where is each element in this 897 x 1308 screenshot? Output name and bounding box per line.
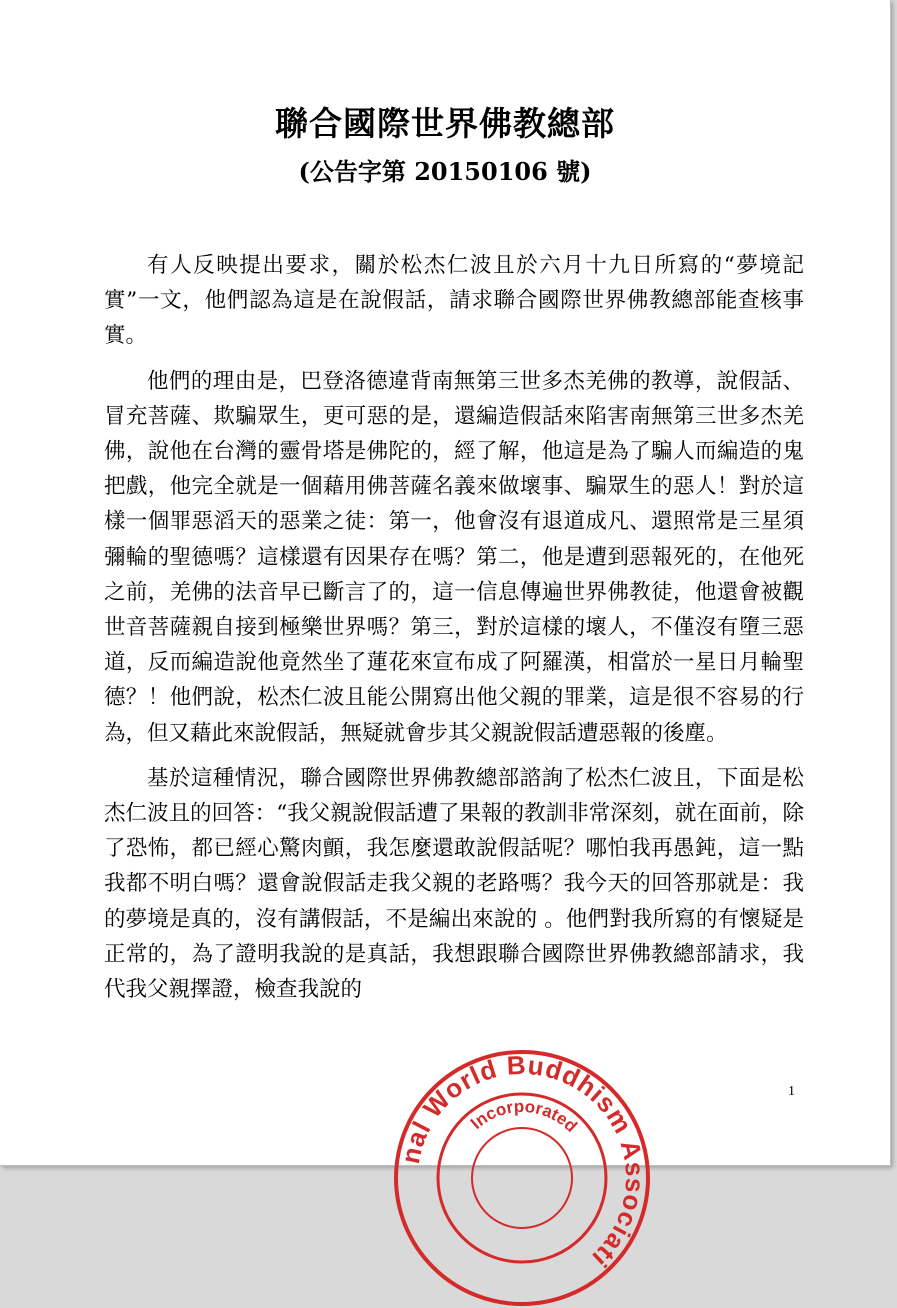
document-title: 聯合國際世界佛教總部 [275,104,615,143]
seal-outer-text: nal World Buddhism Associati [394,1049,651,1275]
seal-inner-text: Incorporated [466,1096,581,1136]
paragraph: 有人反映提出要求，關於松杰仁波且於六月十九日所寫的“夢境記實”一文，他們認為這是在說假話，請求聯合國際世界佛教總部能查核事實。 [104,253,804,349]
document-body [104,248,804,1017]
association-seal [392,1048,652,1308]
announcement-number: (公告字第 20150106 號) [298,157,592,186]
paragraph: 他們的理由是，巴登洛德違背南無第三世多杰羌佛的教導，說假話、冒充菩薩、欺騙眾生，更可惡的是，還編造假話來陷害南無第三世多杰羌佛，說他在台灣的靈骨塔是佛陀的，經了解，他這是為了騙人而編造的鬼把戲，他完全就是一個藉用佛菩薩名義來做壞事、騙眾生的惡人！對於這樣一個罪惡滔天的惡業之徒：第一，他會沒有退道成凡、還照常是三星須彌輪的聖德嗎？這樣還有因果存在嗎？第二，他是遭到惡報死的，在他死之前，羌佛的法音早已斷言了的，這一信息傳遍世界佛教徒，他還會被觀世音菩薩親自接到極樂世界嗎？第三，對於這樣的壞人，不僅沒有墮三惡道，反而編造說他竟然坐了蓮花來宣布成了阿羅漢，相當於一星日月輪聖德？！他們說，松杰仁波且能公開寫出他父親的罪業，這是很不容易的行為，但又藉此來說假話，無疑就會步其父親說假話遭惡報的後塵。 [104,368,804,746]
paragraph: 基於這種情況，聯合國際世界佛教總部諮詢了松杰仁波且，下面是松杰仁波且的回答：“我父親說假話遭了果報的教訓非常深刻，就在面前，除了恐怖，都已經心驚肉顫，我怎麼還敢說假話呢？哪怕我再愚鈍，這一點我都不明白嗎？還會說假話走我父親的老路嗎？我今天的回答那就是：我的夢境是真的，沒有講假話，不是編出來說的 。他們對我所寫的有懷疑是正常的，為了證明我說的是真話，我想跟聯合國際世界佛教總部請求，我代我父親擇證，檢查我說的 [104,765,804,1003]
page-number: 1 [788,1084,795,1099]
svg-text:nal World Buddhism Associati [395,1050,650,1275]
